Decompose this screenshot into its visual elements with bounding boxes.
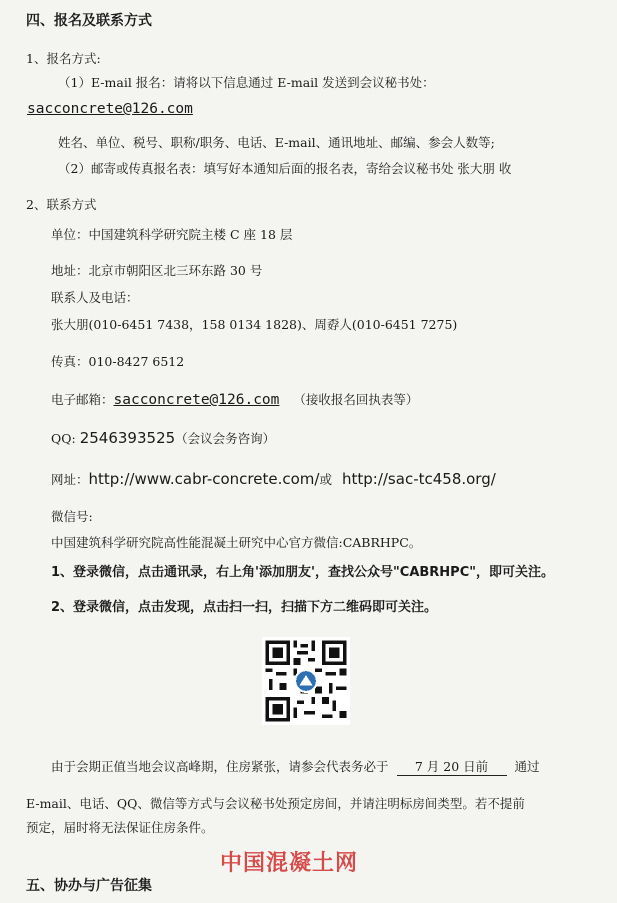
qq-label: QQ: <box>51 431 76 446</box>
wechat-step-1: 1、登录微信，点击通讯录，右上角'添加朋友'，查找公众号"CABRHPC"，即可关注。 <box>51 565 555 580</box>
website-or: 或 <box>319 472 332 487</box>
contact-email-row <box>51 392 418 408</box>
section5-title: 五、协办与广告征集 <box>26 878 152 894</box>
hotel-booking-line-2: E-mail、电话、QQ、微信等方式与会议秘书处预定房间，并请注明标房间类型。若不提前 <box>26 796 525 811</box>
section4-title: 四、报名及联系方式 <box>26 13 152 29</box>
email-registration-step: （1）E-mail 报名：请将以下信息通过 E-mail 发送到会议秘书处： <box>58 75 435 90</box>
hotel-booking-line-3: 预定，届时将无法保证住房条件。 <box>26 820 214 835</box>
contacts-phones: 张大朋(010-6451 7438，158 0134 1828)、周孬人(010-6451 7275) <box>51 317 458 332</box>
wechat-account: 中国建筑科学研究院高性能混凝土研究中心官方微信:CABRHPC。 <box>51 535 422 550</box>
hotel-booking-line-1 <box>51 759 540 776</box>
hotel-deadline: 7 月 20 日前 <box>397 759 507 776</box>
contact-email-label: 电子邮箱： <box>51 392 114 407</box>
website-link-1[interactable]: http://www.cabr-concrete.com/ <box>88 470 320 488</box>
registration-email-link[interactable]: sacconcrete@126.com <box>27 101 193 117</box>
website-label: 网址： <box>51 472 89 487</box>
site-watermark: 中国混凝土网 <box>220 851 359 876</box>
contact-fax: 传真：010-8427 6512 <box>51 354 185 369</box>
qr-code-icon[interactable] <box>262 637 350 725</box>
qq-number: 2546393525 <box>79 429 176 447</box>
contact-unit: 单位：中国建筑科学研究院主楼 C 座 18 层 <box>51 227 293 242</box>
registration-fields: 姓名、单位、税号、职称/职务、电话、E-mail、通讯地址、邮编、参会人数等; <box>58 135 495 150</box>
wechat-label: 微信号: <box>51 509 93 524</box>
website-link-2[interactable]: http://sac-tc458.org/ <box>341 470 496 488</box>
contact-email-note: （接收报名回执表等） <box>293 392 419 407</box>
mail-fax-registration-step: （2）邮寄或传真报名表：填写好本通知后面的报名表，寄给会议秘书处 张大朋 收 <box>58 161 512 176</box>
registration-title: 1、报名方式: <box>26 51 101 66</box>
contact-address: 地址：北京市朝阳区北三环东路 30 号 <box>51 263 263 278</box>
hotel-booking-prefix: 由于会期正值当地会议高峰期，住房紧张，请参会代表务必于 <box>51 759 389 774</box>
contact-title: 2、联系方式 <box>26 197 97 212</box>
qq-row <box>51 430 275 447</box>
wechat-step-2: 2、登录微信，点击发现，点击扫一扫，扫描下方二维码即可关注。 <box>51 600 438 615</box>
contact-email-link[interactable]: sacconcrete@126.com <box>113 392 280 408</box>
website-row <box>51 471 496 488</box>
qq-note: （会议会务咨询） <box>175 431 276 446</box>
contacts-label: 联系人及电话： <box>51 290 139 305</box>
hotel-booking-suffix: 通过 <box>514 759 540 774</box>
